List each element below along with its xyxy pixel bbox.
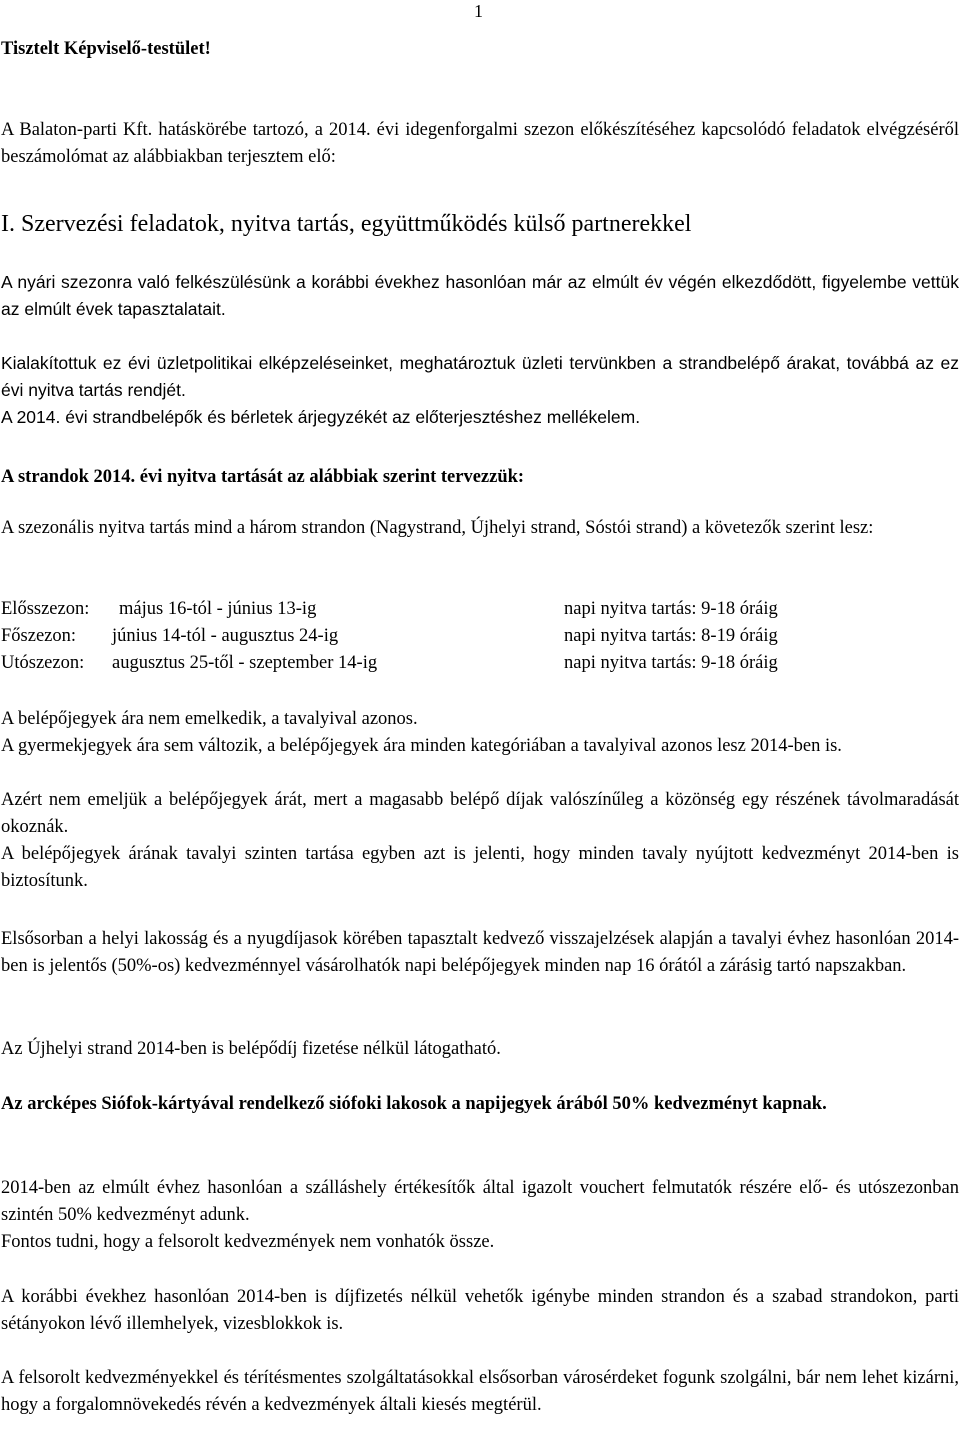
voucher-discount-paragraph: 2014-ben az elmúlt évhez hasonlóan a szálláshely értékesítők által igazolt vouchert felmutatók részére elő- és utószezonban szintén 50% kedvezményt adunk. [1, 1178, 959, 1225]
season-hours: napi nyitva tartás: 9-18 óráig [564, 599, 778, 619]
seasonal-opening-paragraph: A szezonális nyitva tartás mind a három strandon (Nagystrand, Újhelyi strand, Sóstói strand) a követezők szerint lesz: [1, 518, 874, 538]
price-reason-note: Azért nem emeljük a belépőjegyek árát, mert a magasabb belépő díjak valószínűleg a közönség egy részének távolmaradását okoznák. [1, 790, 959, 837]
salutation: Tisztelt Képviselő-testület! [1, 39, 211, 59]
page-number: 1 [474, 1, 483, 21]
season-label: Utószezon: [1, 653, 85, 673]
closing-paragraph: A felsorolt kedvezményekkel és térítésmentes szolgáltatásokkal elsősorban városérdeket fogunk szolgálni, bár nem lehet kizárni, hogy a forgalomnövekedés révén a kedvezmények általi kiesés megtérül. [1, 1368, 959, 1415]
siofok-card-discount-paragraph: Az arcképes Siófok-kártyával rendelkező siófoki lakosok a napijegyek árából 50% kedvezményt kapnak. [1, 1094, 827, 1114]
section-heading: I. Szervezési feladatok, nyitva tartás, együttműködés külső partnerekkel [1, 211, 692, 237]
season-dates: június 14-tól - augusztus 24-ig [112, 626, 339, 646]
schedule-row-preseason [1, 596, 959, 623]
ticket-price-note: A belépőjegyek ára nem emelkedik, a tavalyival azonos. [1, 709, 418, 729]
season-hours: napi nyitva tartás: 9-18 óráig [564, 653, 778, 673]
schedule-heading: A strandok 2014. évi nyitva tartását az alábbiak szerint tervezzük: [1, 467, 525, 487]
season-dates: május 16-tól - június 13-ig [119, 599, 317, 619]
schedule-row-main-season [1, 623, 959, 650]
business-plan-paragraph: Kialakítottuk ez évi üzletpolitikai elképzeléseinket, meghatároztuk üzleti tervünkben a strandbelépő árakat, továbbá az ez évi nyitva tartás rendjét. [1, 353, 959, 400]
local-residents-discount-paragraph: Elsősorban a helyi lakosság és a nyugdíjasok körében tapasztalt kedvező visszajelzések alapján a tavalyi évhez hasonlóan 2014-ben is jelentős (50%-os) kedvezménnyel vásárolhatók napi belépőjegyek minden nap 16 órától a zárásig tartó napszakban. [1, 929, 959, 976]
price-list-attachment-note: A 2014. évi strandbelépők és bérletek árjegyzékét az előterjesztéshez mellékelem. [1, 407, 641, 427]
child-ticket-price-note: A gyermekjegyek ára sem változik, a belépőjegyek ára minden kategóriában a tavalyival azonos lesz 2014-ben is. [1, 736, 842, 756]
preparation-paragraph: A nyári szezonra való felkészülésünk a korábbi évekhez hasonlóan már az elmúlt év végén elkezdődött, figyelembe vettük az elmúlt évek tapasztalatait. [1, 272, 959, 319]
season-label: Elősszezon: [1, 599, 90, 619]
opening-hours-schedule [1, 596, 959, 677]
season-label: Főszezon: [1, 626, 77, 646]
season-dates: augusztus 25-től - szeptember 14-ig [112, 653, 378, 673]
discounts-not-combinable-note: Fontos tudni, hogy a felsorolt kedvezmények nem vonhatók össze. [1, 1232, 495, 1252]
ujhelyi-free-entry-paragraph: Az Újhelyi strand 2014-ben is belépődíj fizetése nélkül látogatható. [1, 1039, 501, 1059]
free-toilets-paragraph: A korábbi évekhez hasonlóan 2014-ben is díjfizetés nélkül vehetők igénybe minden strandon és a szabad strandokon, parti sétányokon lévő illemhelyek, vizesblokkok is. [1, 1287, 959, 1334]
schedule-row-postseason [1, 650, 959, 677]
discount-continuation-note: A belépőjegyek árának tavalyi szinten tartása egyben azt is jelenti, hogy minden tavaly nyújtott kedvezményt 2014-ben is biztosítunk. [1, 844, 959, 891]
intro-paragraph: A Balaton-parti Kft. hatáskörébe tartozó, a 2014. évi idegenforgalmi szezon előkészítéséhez kapcsolódó feladatok elvégzéséről beszámolómat az alábbiakban terjesztem elő: [1, 120, 959, 167]
season-hours: napi nyitva tartás: 8-19 óráig [564, 626, 778, 646]
